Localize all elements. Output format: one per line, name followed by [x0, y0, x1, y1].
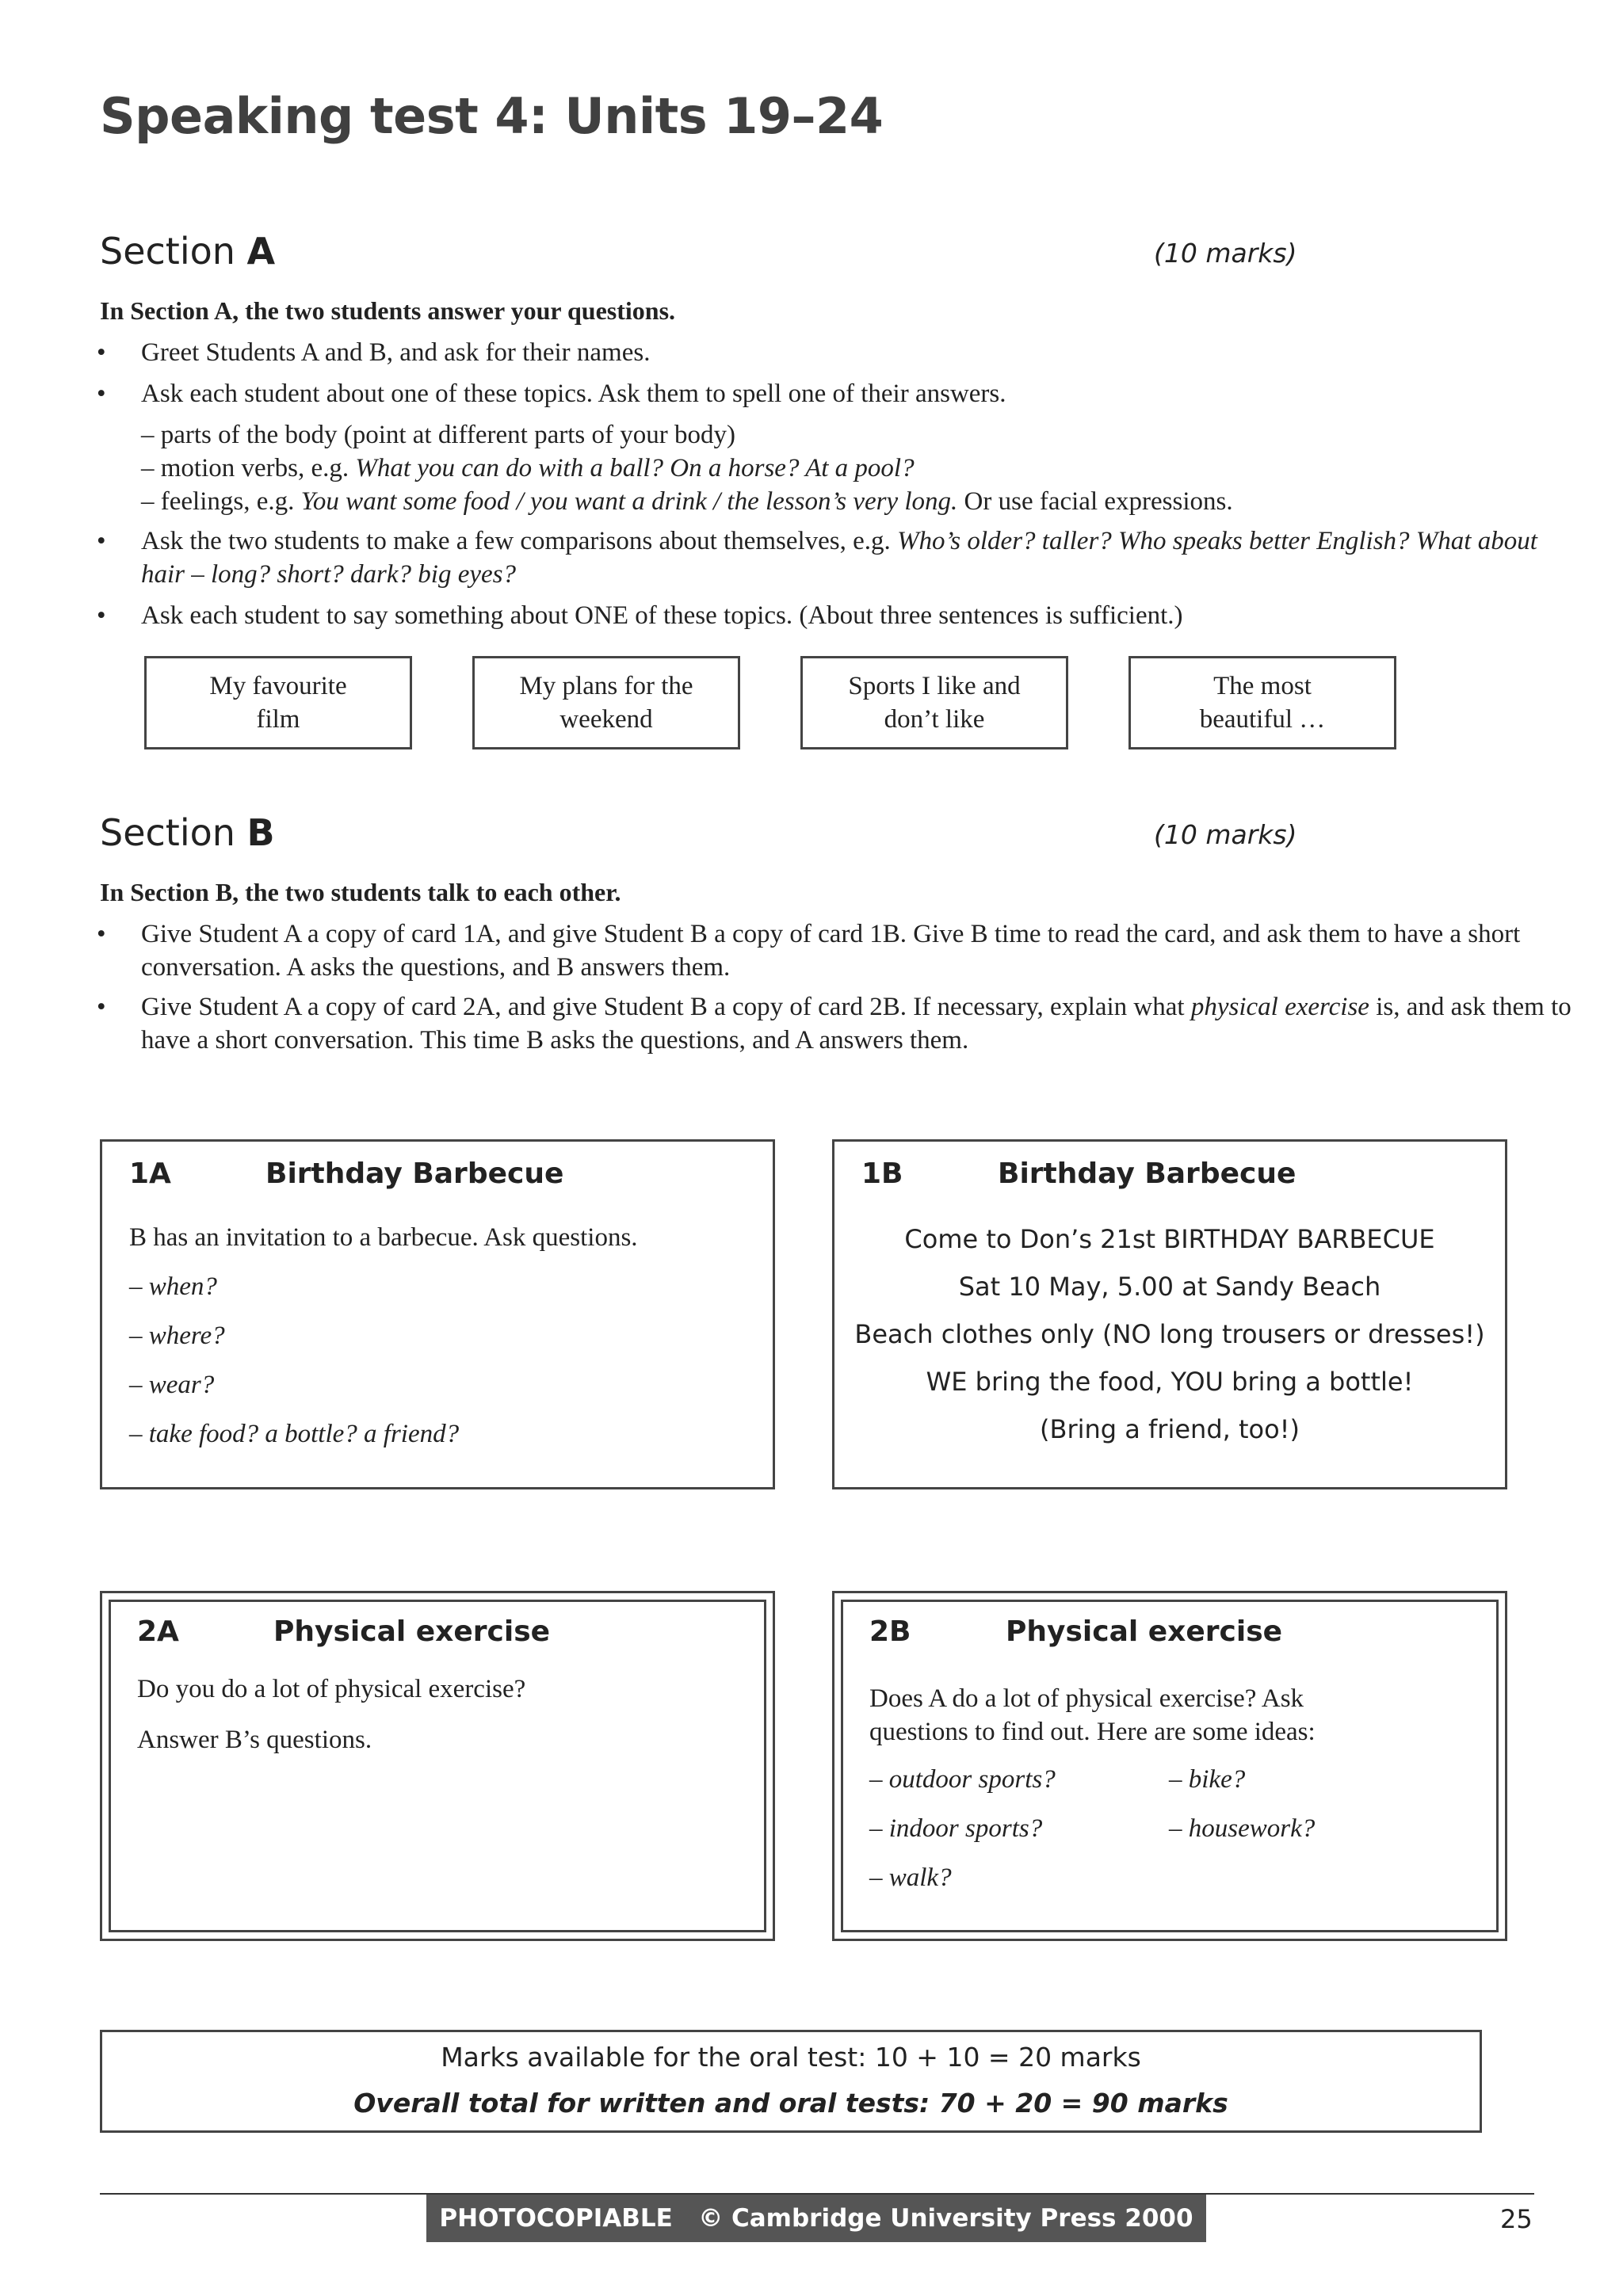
invitation-line: Sat 10 May, 5.00 at Sandy Beach [958, 1272, 1381, 1302]
section-a-word: Section [100, 230, 235, 273]
section-b-letter: B [246, 811, 275, 854]
card-1a-id: 1A [129, 1158, 171, 1190]
card-2a-instruction: Answer B’s questions. [137, 1726, 372, 1754]
section-b-word: Section [100, 811, 235, 854]
card-2b-idea: – bike? [1169, 1765, 1246, 1794]
card-2a [100, 1591, 775, 1941]
card-1a-item: – wear? [129, 1371, 215, 1399]
topic-body-parts: – parts of the body (point at different parts of your body) [141, 421, 735, 449]
section-a-heading [100, 230, 275, 273]
card-2a-question: Do you do a lot of physical exercise? [137, 1675, 526, 1703]
card-1b [832, 1139, 1507, 1489]
invitation-line: Come to Don’s 21st BIRTHDAY BARBECUE [904, 1224, 1435, 1254]
topic-box-sports: Sports I like and don’t like [800, 656, 1068, 749]
card-2b-idea: – housework? [1169, 1814, 1316, 1843]
section-b-marks: (10 marks) [1154, 819, 1297, 850]
card-1a-text: B has an invitation to a barbecue. Ask questions. [129, 1223, 638, 1252]
card-2b-text: questions to find out. Here are some ideas: [869, 1718, 1316, 1746]
card-2b-text: Does A do a lot of physical exercise? Ask [869, 1684, 1304, 1713]
marks-summary-box [100, 2030, 1482, 2133]
page-title: Speaking test 4: Units 19–24 [100, 87, 884, 145]
topic-motion-verbs: – motion verbs, e.g. What you can do with a ball? On a horse? At a pool? [141, 454, 915, 482]
card-1a [100, 1139, 775, 1489]
invitation-line: (Bring a friend, too!) [1040, 1414, 1300, 1444]
overall-total-line: Overall total for written and oral tests: 70 + 20 = 90 marks [353, 2088, 1228, 2119]
section-b-heading [100, 811, 275, 854]
card-1b-id: 1B [861, 1158, 903, 1190]
invitation-line: Beach clothes only (NO long trousers or dresses!) [854, 1319, 1485, 1349]
card-2b-idea: – outdoor sports? [869, 1765, 1056, 1794]
card-1a-item: – where? [129, 1322, 225, 1350]
card-1a-item: – when? [129, 1272, 217, 1301]
section-a-intro: In Section A, the two students answer your questions. [100, 296, 676, 325]
topic-box-weekend-plans: My plans for the weekend [472, 656, 740, 749]
card-2b-idea: – indoor sports? [869, 1814, 1043, 1843]
oral-marks-line: Marks available for the oral test: 10 + 10 = 20 marks [441, 2042, 1141, 2073]
section-b-intro: In Section B, the two students talk to each other. [100, 878, 621, 906]
page-number: 25 [1500, 2204, 1533, 2234]
card-2b [832, 1591, 1507, 1941]
invitation-line: WE bring the food, YOU bring a bottle! [926, 1367, 1414, 1397]
card-2b-title: Physical exercise [1006, 1615, 1283, 1648]
topic-box-favourite-film: My favourite film [144, 656, 412, 749]
section-a-marks: (10 marks) [1154, 238, 1297, 269]
card-1a-title: Birthday Barbecue [265, 1158, 564, 1190]
card-2a-id: 2A [137, 1615, 179, 1648]
card-1a-item: – take food? a bottle? a friend? [129, 1420, 460, 1448]
card-2a-title: Physical exercise [273, 1615, 551, 1648]
section-a-letter: A [246, 230, 276, 273]
card-2b-idea: – walk? [869, 1863, 952, 1892]
photocopiable-notice: PHOTOCOPIABLE © Cambridge University Press 2000 [426, 2195, 1206, 2242]
card-1b-title: Birthday Barbecue [998, 1158, 1296, 1190]
card-2b-id: 2B [869, 1615, 911, 1648]
topic-box-most-beautiful: The most beautiful … [1128, 656, 1396, 749]
topic-feelings: – feelings, e.g. You want some food / you want a drink / the lesson’s very long. Or use facial expressions. [141, 487, 1233, 516]
